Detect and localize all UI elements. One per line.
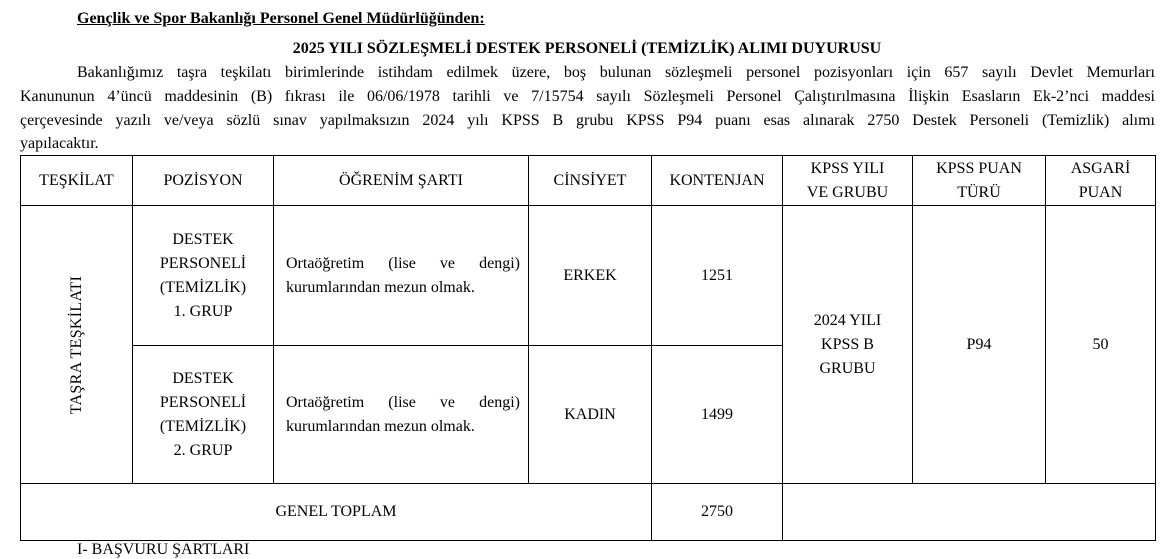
- header-kpss-yili: [783, 156, 913, 206]
- total-row: [21, 484, 1156, 541]
- announcement-title: 2025 YILI SÖZLEŞMELİ DESTEK PERSONELİ (TEMİZLİK) ALIMI DUYURUSU: [292, 40, 882, 57]
- kontenjan-cell: 1251: [652, 206, 783, 346]
- positions-table: [20, 155, 1156, 541]
- header-kpss-yili-line2: VE GRUBU: [806, 183, 889, 201]
- kpss-group-line: KPSS B: [821, 335, 874, 353]
- pozisyon-cell: [133, 346, 274, 484]
- ogrenim-line-1: Ortaöğretim (lise ve dengi): [286, 254, 520, 272]
- puan-turu-cell: P94: [913, 206, 1046, 484]
- pozisyon-line: PERSONELİ: [159, 254, 247, 272]
- header-puan-turu-line2: TÜRÜ: [957, 183, 1001, 201]
- intro-line-1: Bakanlığımız taşra teşkilatı birimlerinde istihdam edilmek üzere, boş bulunan sözleşmeli personel pozisyonları için 657 sayılı Devlet Memurları: [77, 64, 1155, 81]
- pozisyon-line: DESTEK: [172, 230, 234, 248]
- kontenjan-cell: 1499: [652, 346, 783, 484]
- asgari-puan-cell: 50: [1046, 206, 1156, 484]
- teskilat-vertical-label: TAŞRA TEŞKİLATI: [67, 275, 85, 414]
- cinsiyet-cell: KADIN: [529, 346, 652, 484]
- table-row: [21, 206, 1156, 346]
- intro-line-4: yapılacaktır.: [20, 135, 99, 152]
- header-cinsiyet: CİNSİYET: [529, 156, 652, 206]
- cinsiyet-cell: ERKEK: [529, 206, 652, 346]
- teskilat-cell: [21, 206, 133, 484]
- pozisyon-line: (TEMİZLİK): [159, 417, 247, 435]
- organization-heading: Gençlik ve Spor Bakanlığı Personel Genel Müdürlüğünden:: [77, 10, 485, 27]
- pozisyon-line: 1. GRUP: [173, 302, 233, 320]
- table-header-row: [21, 156, 1156, 206]
- pozisyon-cell: [133, 206, 274, 346]
- header-asgari-puan: [1046, 156, 1156, 206]
- total-empty-cell: [783, 484, 1156, 541]
- kpss-group-line: GRUBU: [819, 359, 876, 377]
- pozisyon-line: 2. GRUP: [173, 441, 233, 459]
- total-value: 2750: [652, 484, 783, 541]
- ogrenim-cell: [274, 206, 529, 346]
- header-kontenjan: KONTENJAN: [652, 156, 783, 206]
- intro-line-3: çerçevesinde yazılı ve/veya sözlü sınav yapılmaksızın 2024 yılı KPSS B grubu KPSS P94 puanı esas alınarak 2750 Destek Personeli (Temizlik) alımı: [20, 112, 1155, 129]
- header-teskilat: TEŞKİLAT: [21, 156, 133, 206]
- ogrenim-line-1: Ortaöğretim (lise ve dengi): [286, 393, 520, 411]
- intro-line-2: Kanununun 4’üncü maddesinin (B) fıkrası ile 06/06/1978 tarihli ve 7/15754 sayılı Sözleşmeli Personel Çalıştırılmasına İlişkin Esasların Ek-2’nci maddesi: [20, 88, 1155, 105]
- header-asgari-line1: ASGARİ: [1070, 159, 1131, 177]
- ogrenim-line-2: kurumlarından mezun olmak.: [286, 278, 475, 296]
- pozisyon-line: PERSONELİ: [159, 393, 247, 411]
- ogrenim-line-2: kurumlarından mezun olmak.: [286, 417, 475, 435]
- kpss-group-line: 2024 YILI: [813, 311, 882, 329]
- header-ogrenim: ÖĞRENİM ŞARTI: [274, 156, 529, 206]
- header-asgari-line2: PUAN: [1078, 183, 1123, 201]
- next-section-heading: I- BAŞVURU ŞARTLARI: [77, 541, 250, 558]
- ogrenim-cell: [274, 346, 529, 484]
- total-label: GENEL TOPLAM: [21, 484, 652, 541]
- header-puan-turu: [913, 156, 1046, 206]
- header-puan-turu-line1: KPSS PUAN: [936, 159, 1022, 177]
- kpss-group-cell: [783, 206, 913, 484]
- pozisyon-line: (TEMİZLİK): [159, 278, 247, 296]
- header-pozisyon: POZİSYON: [133, 156, 274, 206]
- header-kpss-yili-line1: KPSS YILI: [810, 159, 885, 177]
- pozisyon-line: DESTEK: [172, 369, 234, 387]
